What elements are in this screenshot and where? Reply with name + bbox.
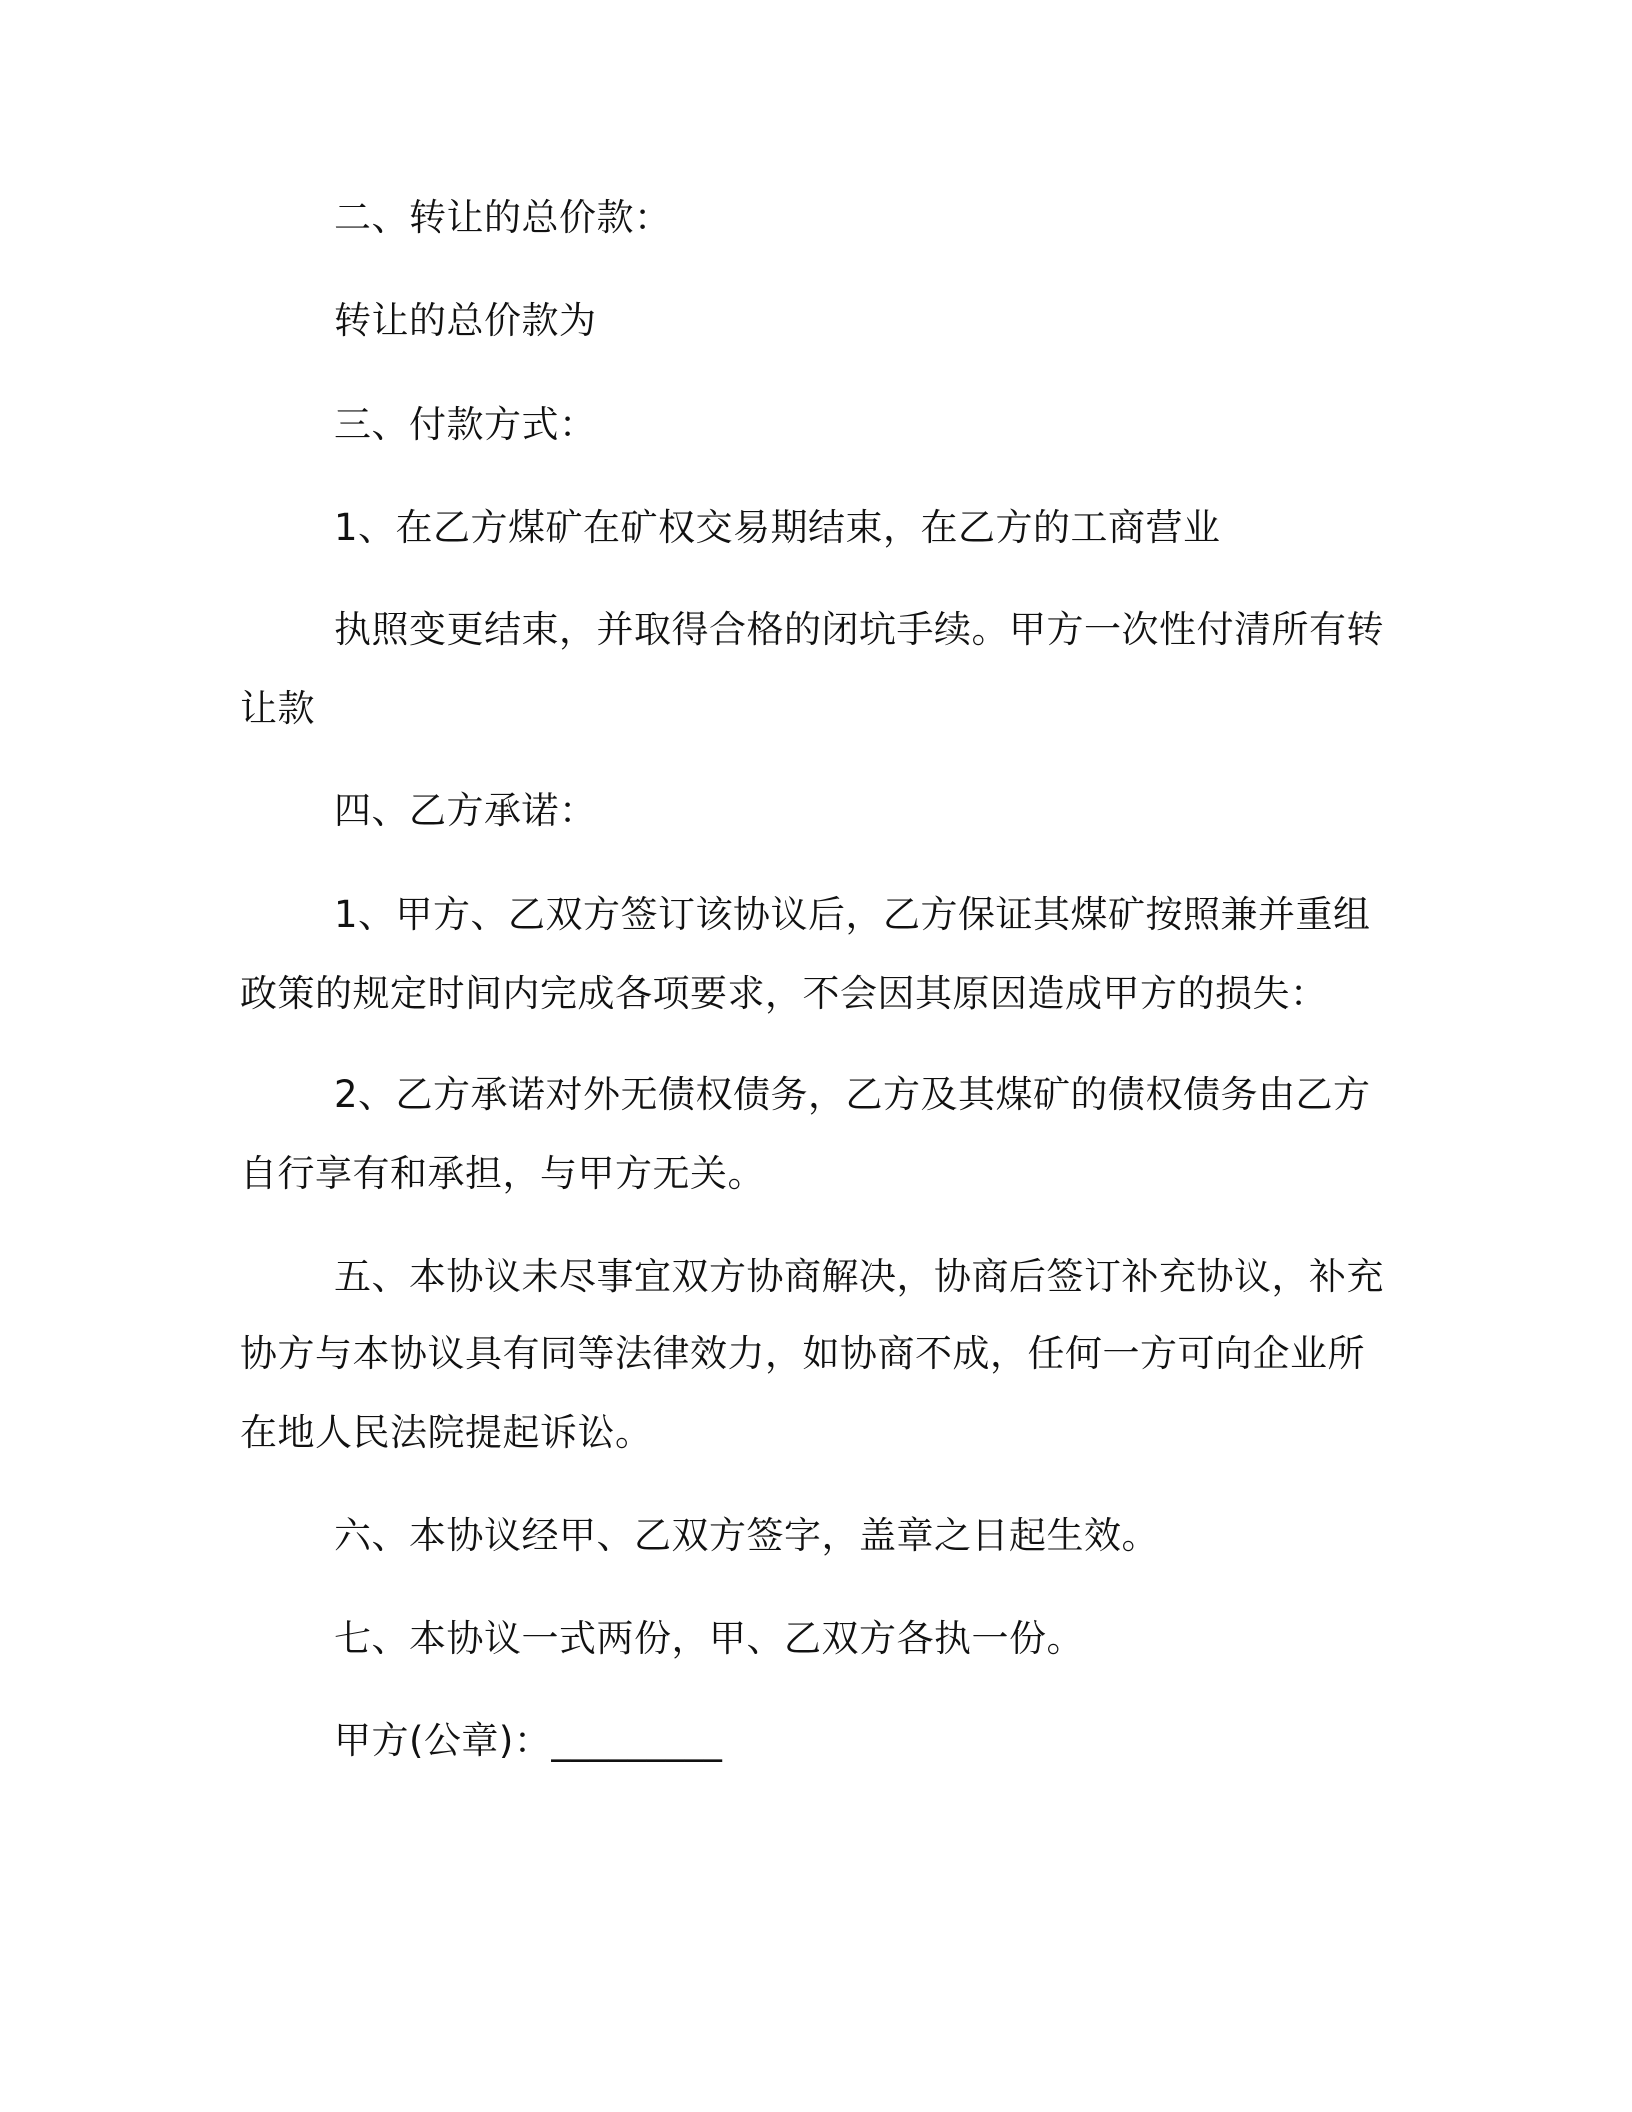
section-6: 六、本协议经甲、乙双方签字，盖章之日起生效。 (334, 1514, 1159, 1557)
section-5-line-3: 在地人民法院提起诉讼。 (240, 1411, 653, 1454)
section-5-line-2: 协方与本协议具有同等法律效力，如协商不成，任何一方可向企业所 (240, 1332, 1365, 1375)
section-4-heading: 四、乙方承诺： (334, 789, 597, 832)
commitment-clause-2-line-2: 自行享有和承担，与甲方无关。 (240, 1152, 765, 1195)
section-7: 七、本协议一式两份，甲、乙双方各执一份。 (334, 1617, 1084, 1660)
commitment-clause-2-line-1: 2、乙方承诺对外无债权债务，乙方及其煤矿的债权债务由乙方 (334, 1073, 1371, 1116)
section-5-line-1: 五、本协议未尽事宜双方协商解决，协商后签订补充协议，补充 (334, 1255, 1384, 1298)
payment-clause-1-line-3: 让款 (240, 687, 315, 730)
payment-clause-1-line-2: 执照变更结束，并取得合格的闭坑手续。甲方一次性付清所有转 (334, 608, 1384, 651)
total-price-text: 转让的总价款为 (334, 299, 597, 342)
commitment-clause-1-line-2: 政策的规定时间内完成各项要求，不会因其原因造成甲方的损失： (240, 972, 1328, 1015)
commitment-clause-1-line-1: 1、甲方、乙双方签订该协议后，乙方保证其煤矿按照兼并重组 (334, 893, 1371, 936)
section-2-heading: 二、转让的总价款： (334, 196, 672, 239)
section-3-heading: 三、付款方式： (334, 403, 597, 446)
party-a-seal-line: 甲方(公章)：_________ (334, 1719, 723, 1762)
payment-clause-1-line-1: 1、在乙方煤矿在矿权交易期结束，在乙方的工商营业 (334, 506, 1221, 549)
